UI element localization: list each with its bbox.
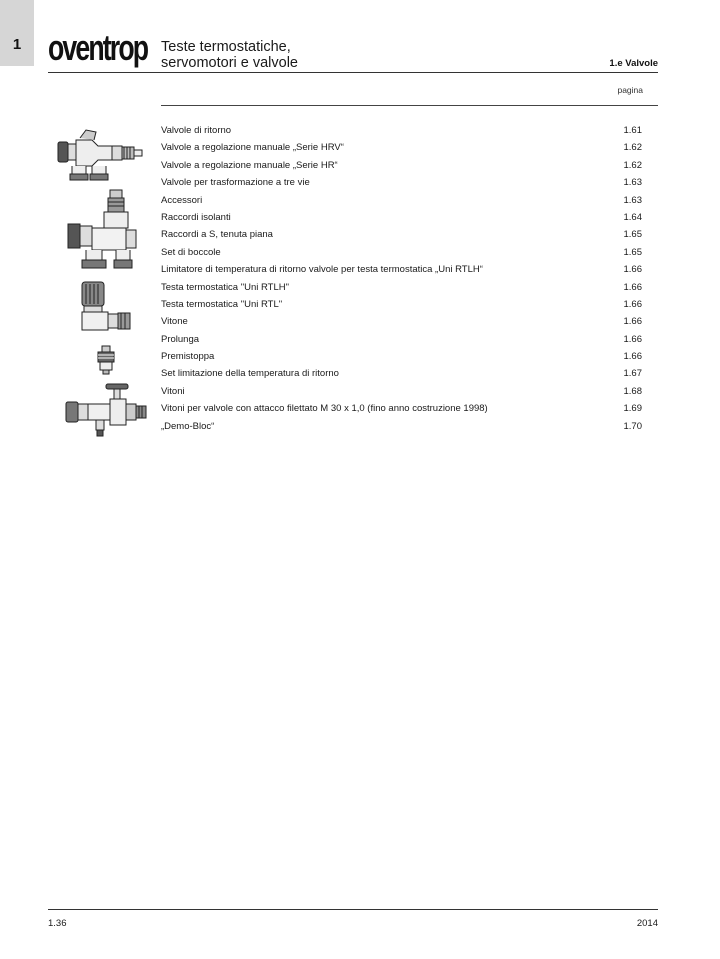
- toc-entry: [161, 281, 642, 298]
- toc-entry-title: Valvole a regolazione manuale „Serie HRV“: [161, 142, 344, 154]
- table-of-contents: [161, 124, 642, 437]
- toc-entry-page: 1.70: [623, 420, 642, 432]
- toc-entry: [161, 350, 642, 367]
- toc-entry-title: Prolunga: [161, 333, 200, 345]
- return-valve-drawing-icon: [52, 124, 156, 184]
- toc-entry: [161, 246, 642, 263]
- toc-entry-page: 1.66: [623, 281, 642, 293]
- toc-entry: [161, 367, 642, 384]
- toc-entry-page: 1.65: [623, 246, 642, 258]
- toc-entry-title: Set limitazione della temperatura di ritorno: [161, 368, 339, 380]
- toc-entry-page: 1.63: [623, 194, 642, 206]
- toc-entry: [161, 211, 642, 228]
- toc-entry: [161, 176, 642, 193]
- toc-entry-title: Raccordi a S, tenuta piana: [161, 229, 273, 241]
- toc-entry-page: 1.69: [623, 403, 642, 415]
- toc-entry-page: 1.68: [623, 385, 642, 397]
- toc-entry-page: 1.66: [623, 351, 642, 363]
- toc-entry-title: Valvole a regolazione manuale „Serie HR“: [161, 159, 338, 171]
- toc-entry-title: Testa termostatica "Uni RTLH": [161, 281, 289, 293]
- toc-entry: [161, 333, 642, 350]
- thermostatic-head-valve-drawing-icon: [78, 280, 134, 336]
- toc-entry-page: 1.61: [623, 125, 642, 136]
- toc-divider: [161, 105, 658, 106]
- footer-page-number: 1.36: [48, 918, 67, 929]
- title-line-1: Teste termostatiche,: [161, 39, 291, 55]
- toc-entry-title: Vitoni: [161, 385, 185, 397]
- header-divider: [48, 72, 658, 73]
- toc-entry-title: Limitatore di temperatura di ritorno valvole per testa termostatica „Uni RTLH“: [161, 264, 483, 276]
- toc-entry-title: Raccordi isolanti: [161, 211, 231, 223]
- toc-entry: [161, 228, 642, 245]
- toc-entry-title: Accessori: [161, 194, 203, 206]
- toc-entry-page: 1.66: [623, 264, 642, 276]
- toc-entry-title: Set di boccole: [161, 246, 221, 258]
- demo-bloc-valve-drawing-icon: [62, 382, 152, 438]
- toc-entry: [161, 124, 642, 141]
- toc-entry-title: Testa termostatica "Uni RTL": [161, 298, 283, 310]
- toc-entry-title: Vitone: [161, 316, 188, 328]
- footer-divider: [48, 909, 658, 910]
- toc-entry: [161, 298, 642, 315]
- toc-entry: [161, 385, 642, 402]
- toc-entry-title: Valvole di ritorno: [161, 125, 232, 136]
- toc-entry-page: 1.67: [623, 368, 642, 380]
- toc-entry-page: 1.63: [623, 177, 642, 189]
- toc-entry-page: 1.65: [623, 229, 642, 241]
- toc-entry-page: 1.62: [623, 142, 642, 154]
- toc-entry: [161, 194, 642, 211]
- toc-entry-title: „Demo-Bloc“: [161, 420, 215, 432]
- toc-entry: [161, 263, 642, 280]
- toc-entry: [161, 402, 642, 419]
- page-column-header: pagina: [617, 85, 643, 95]
- brand-logo: oventrop: [48, 27, 148, 68]
- toc-entry-title: Premistoppa: [161, 351, 215, 363]
- toc-entry: [161, 141, 642, 158]
- toc-entry-page: 1.62: [623, 159, 642, 171]
- toc-entry-page: 1.66: [623, 333, 642, 345]
- title-line-2: servomotori e valvole: [161, 55, 298, 71]
- toc-entry: [161, 159, 642, 176]
- footer-year: 2014: [636, 918, 658, 929]
- section-label: 1.e Valvole: [609, 58, 658, 69]
- toc-entry-title: Valvole per trasformazione a tre vie: [161, 177, 310, 189]
- toc-entry-page: 1.66: [623, 298, 642, 310]
- toc-entry-page: 1.64: [623, 211, 642, 223]
- valve-insert-drawing-icon: [94, 345, 118, 375]
- toc-entry: [161, 420, 642, 437]
- toc-entry-page: 1.66: [623, 316, 642, 328]
- page-title: [161, 39, 298, 71]
- chapter-tab: [0, 0, 34, 66]
- chapter-number: 1: [12, 36, 22, 53]
- three-way-valve-drawing-icon: [64, 188, 144, 274]
- toc-entry-title: Vitoni per valvole con attacco filettato M 30 x 1,0 (fino anno costruzione 1998): [161, 403, 488, 415]
- toc-entry: [161, 315, 642, 332]
